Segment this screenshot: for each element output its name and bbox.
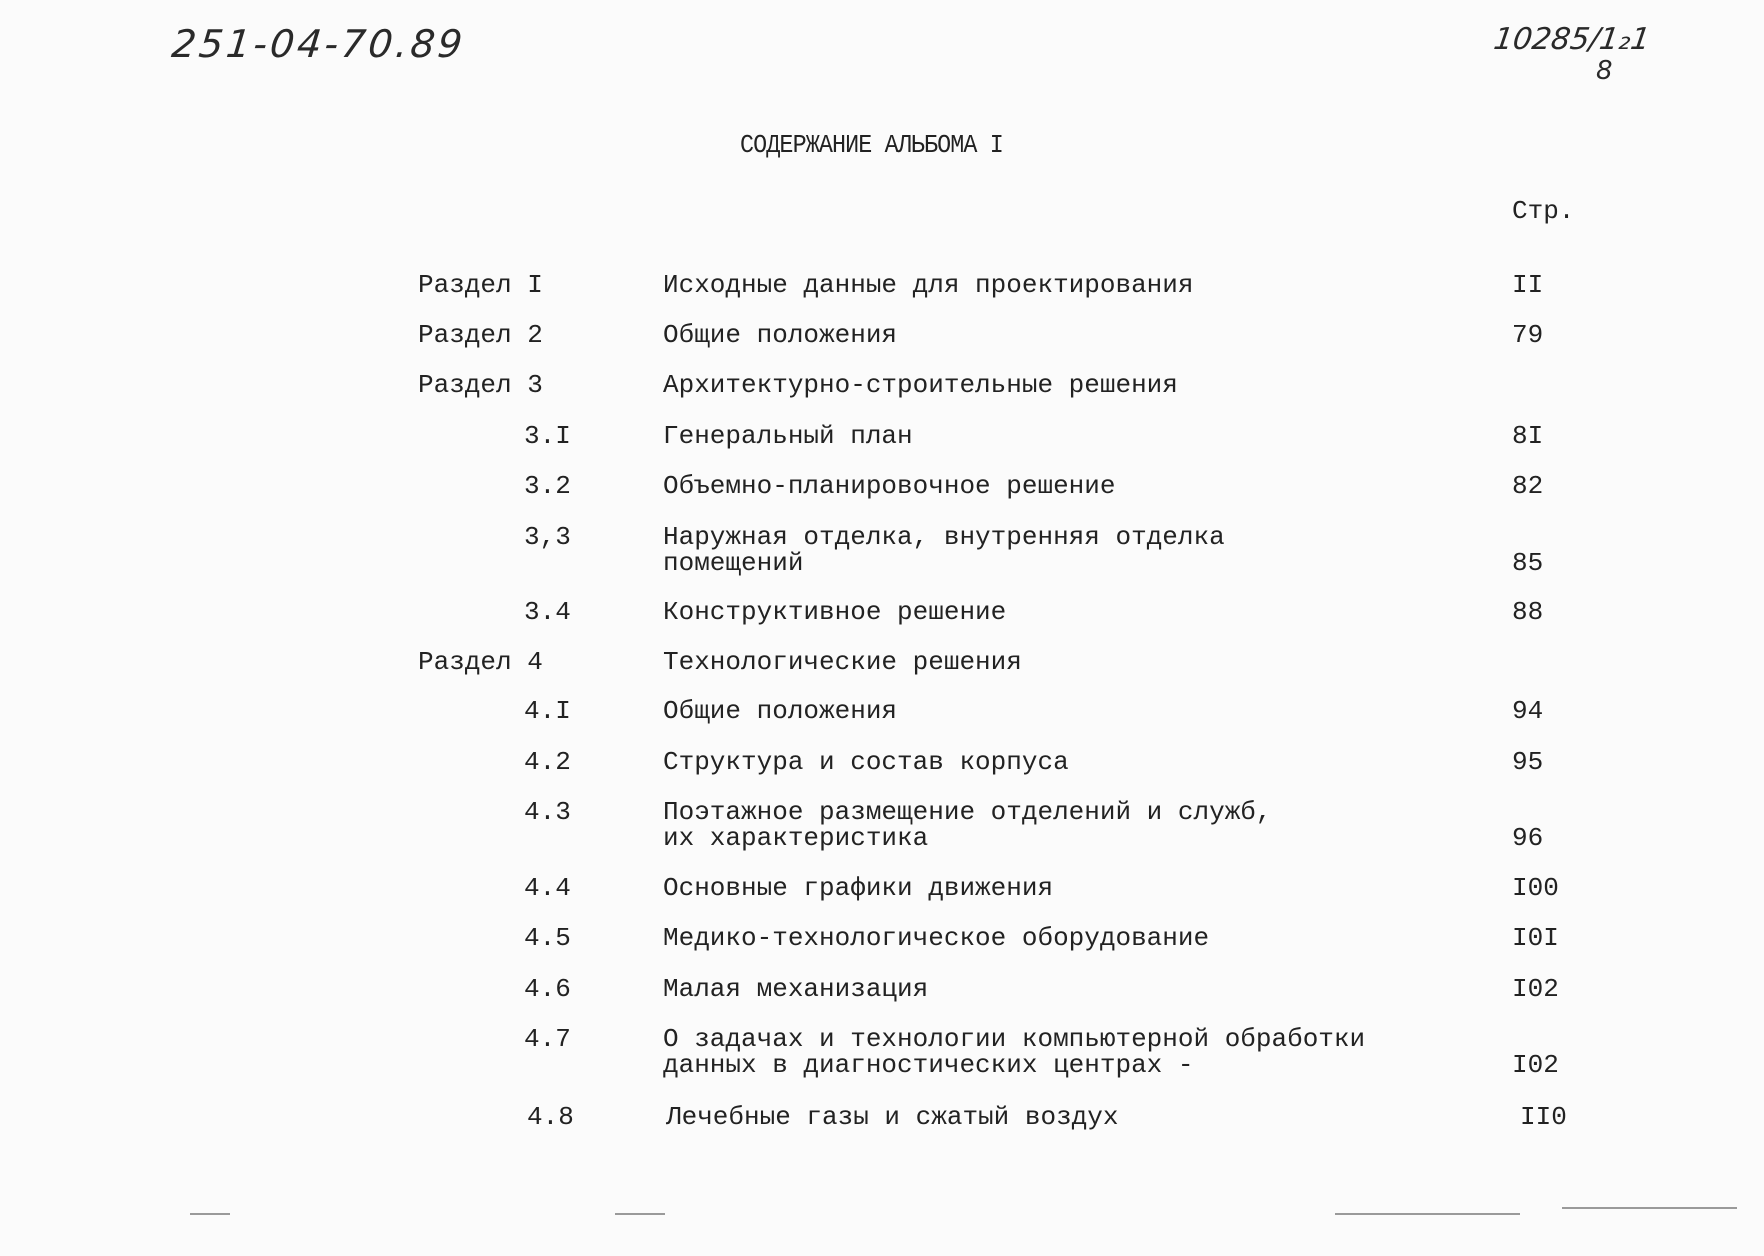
entry-title: Структура и состав корпуса: [663, 747, 1069, 777]
entry-number: 3.4: [524, 597, 571, 627]
entry-number: 3,3: [524, 522, 571, 552]
entry-number: Раздел 2: [418, 320, 543, 350]
entry-title: Объемно-планировочное решение: [663, 471, 1116, 501]
entry-title: Медико-технологическое оборудование: [663, 923, 1210, 953]
entry-number: 4.8: [527, 1102, 574, 1132]
entry-title-continued: данных в диагностических центрах -: [663, 1050, 1194, 1080]
entry-page: 94: [1512, 696, 1544, 726]
entry-title: Архитектурно-строительные решения: [663, 370, 1178, 400]
entry-title: Конструктивное решение: [663, 597, 1007, 627]
entry-title: Технологические решения: [663, 647, 1022, 677]
page-column-header: Стр.: [1512, 196, 1575, 226]
scan-artifact: [1562, 1207, 1737, 1209]
entry-page: 96: [1512, 823, 1544, 853]
entry-page: II0: [1520, 1102, 1567, 1132]
entry-title-continued: их характеристика: [663, 823, 929, 853]
entry-title-continued: помещений: [663, 548, 804, 578]
entry-number: Раздел 3: [418, 370, 543, 400]
entry-title: Основные графики движения: [663, 873, 1054, 903]
scan-artifact: [615, 1213, 665, 1215]
entry-page: I02: [1512, 1050, 1559, 1080]
entry-title: Общие положения: [663, 696, 898, 726]
entry-page: 88: [1512, 597, 1544, 627]
entry-page: 95: [1512, 747, 1544, 777]
entry-number: 4.5: [524, 923, 571, 953]
entry-number: Раздел 4: [418, 647, 543, 677]
archive-code: 10285/1₂1: [1491, 22, 1653, 57]
entry-number: 4.7: [524, 1024, 571, 1054]
page-title: СОДЕРЖАНИЕ АЛЬБОМА I: [740, 130, 1003, 160]
entry-number: 3.I: [524, 421, 571, 451]
entry-title: Наружная отделка, внутренняя отделка: [663, 522, 1225, 552]
entry-title: Лечебные газы и сжатый воздух: [666, 1102, 1119, 1132]
entry-number: 3.2: [524, 471, 571, 501]
entry-title: Поэтажное размещение отделений и служб,: [663, 797, 1272, 827]
entry-number: 4.4: [524, 873, 571, 903]
entry-page: 8I: [1512, 421, 1544, 451]
entry-page: 79: [1512, 320, 1544, 350]
document-code: 251-04-70.89: [169, 22, 468, 66]
entry-number: 4.6: [524, 974, 571, 1004]
entry-title: Генеральный план: [663, 421, 913, 451]
entry-title: Исходные данные для проектирования: [663, 270, 1194, 300]
entry-page: II: [1512, 270, 1544, 300]
entry-number: 4.2: [524, 747, 571, 777]
entry-page: I00: [1512, 873, 1559, 903]
entry-page: I0I: [1512, 923, 1559, 953]
entry-title: Общие положения: [663, 320, 898, 350]
scan-artifact: [1335, 1213, 1415, 1215]
entry-number: 4.3: [524, 797, 571, 827]
scan-artifact: [1410, 1213, 1520, 1215]
entry-title: Малая механизация: [663, 974, 929, 1004]
entry-number: 4.I: [524, 696, 571, 726]
entry-page: I02: [1512, 974, 1559, 1004]
scan-artifact: [190, 1213, 230, 1215]
entry-title: О задачах и технологии компьютерной обработки: [663, 1024, 1366, 1054]
entry-page: 85: [1512, 548, 1544, 578]
sheet-number: 8: [1596, 56, 1613, 86]
entry-number: Раздел I: [418, 270, 543, 300]
entry-page: 82: [1512, 471, 1544, 501]
